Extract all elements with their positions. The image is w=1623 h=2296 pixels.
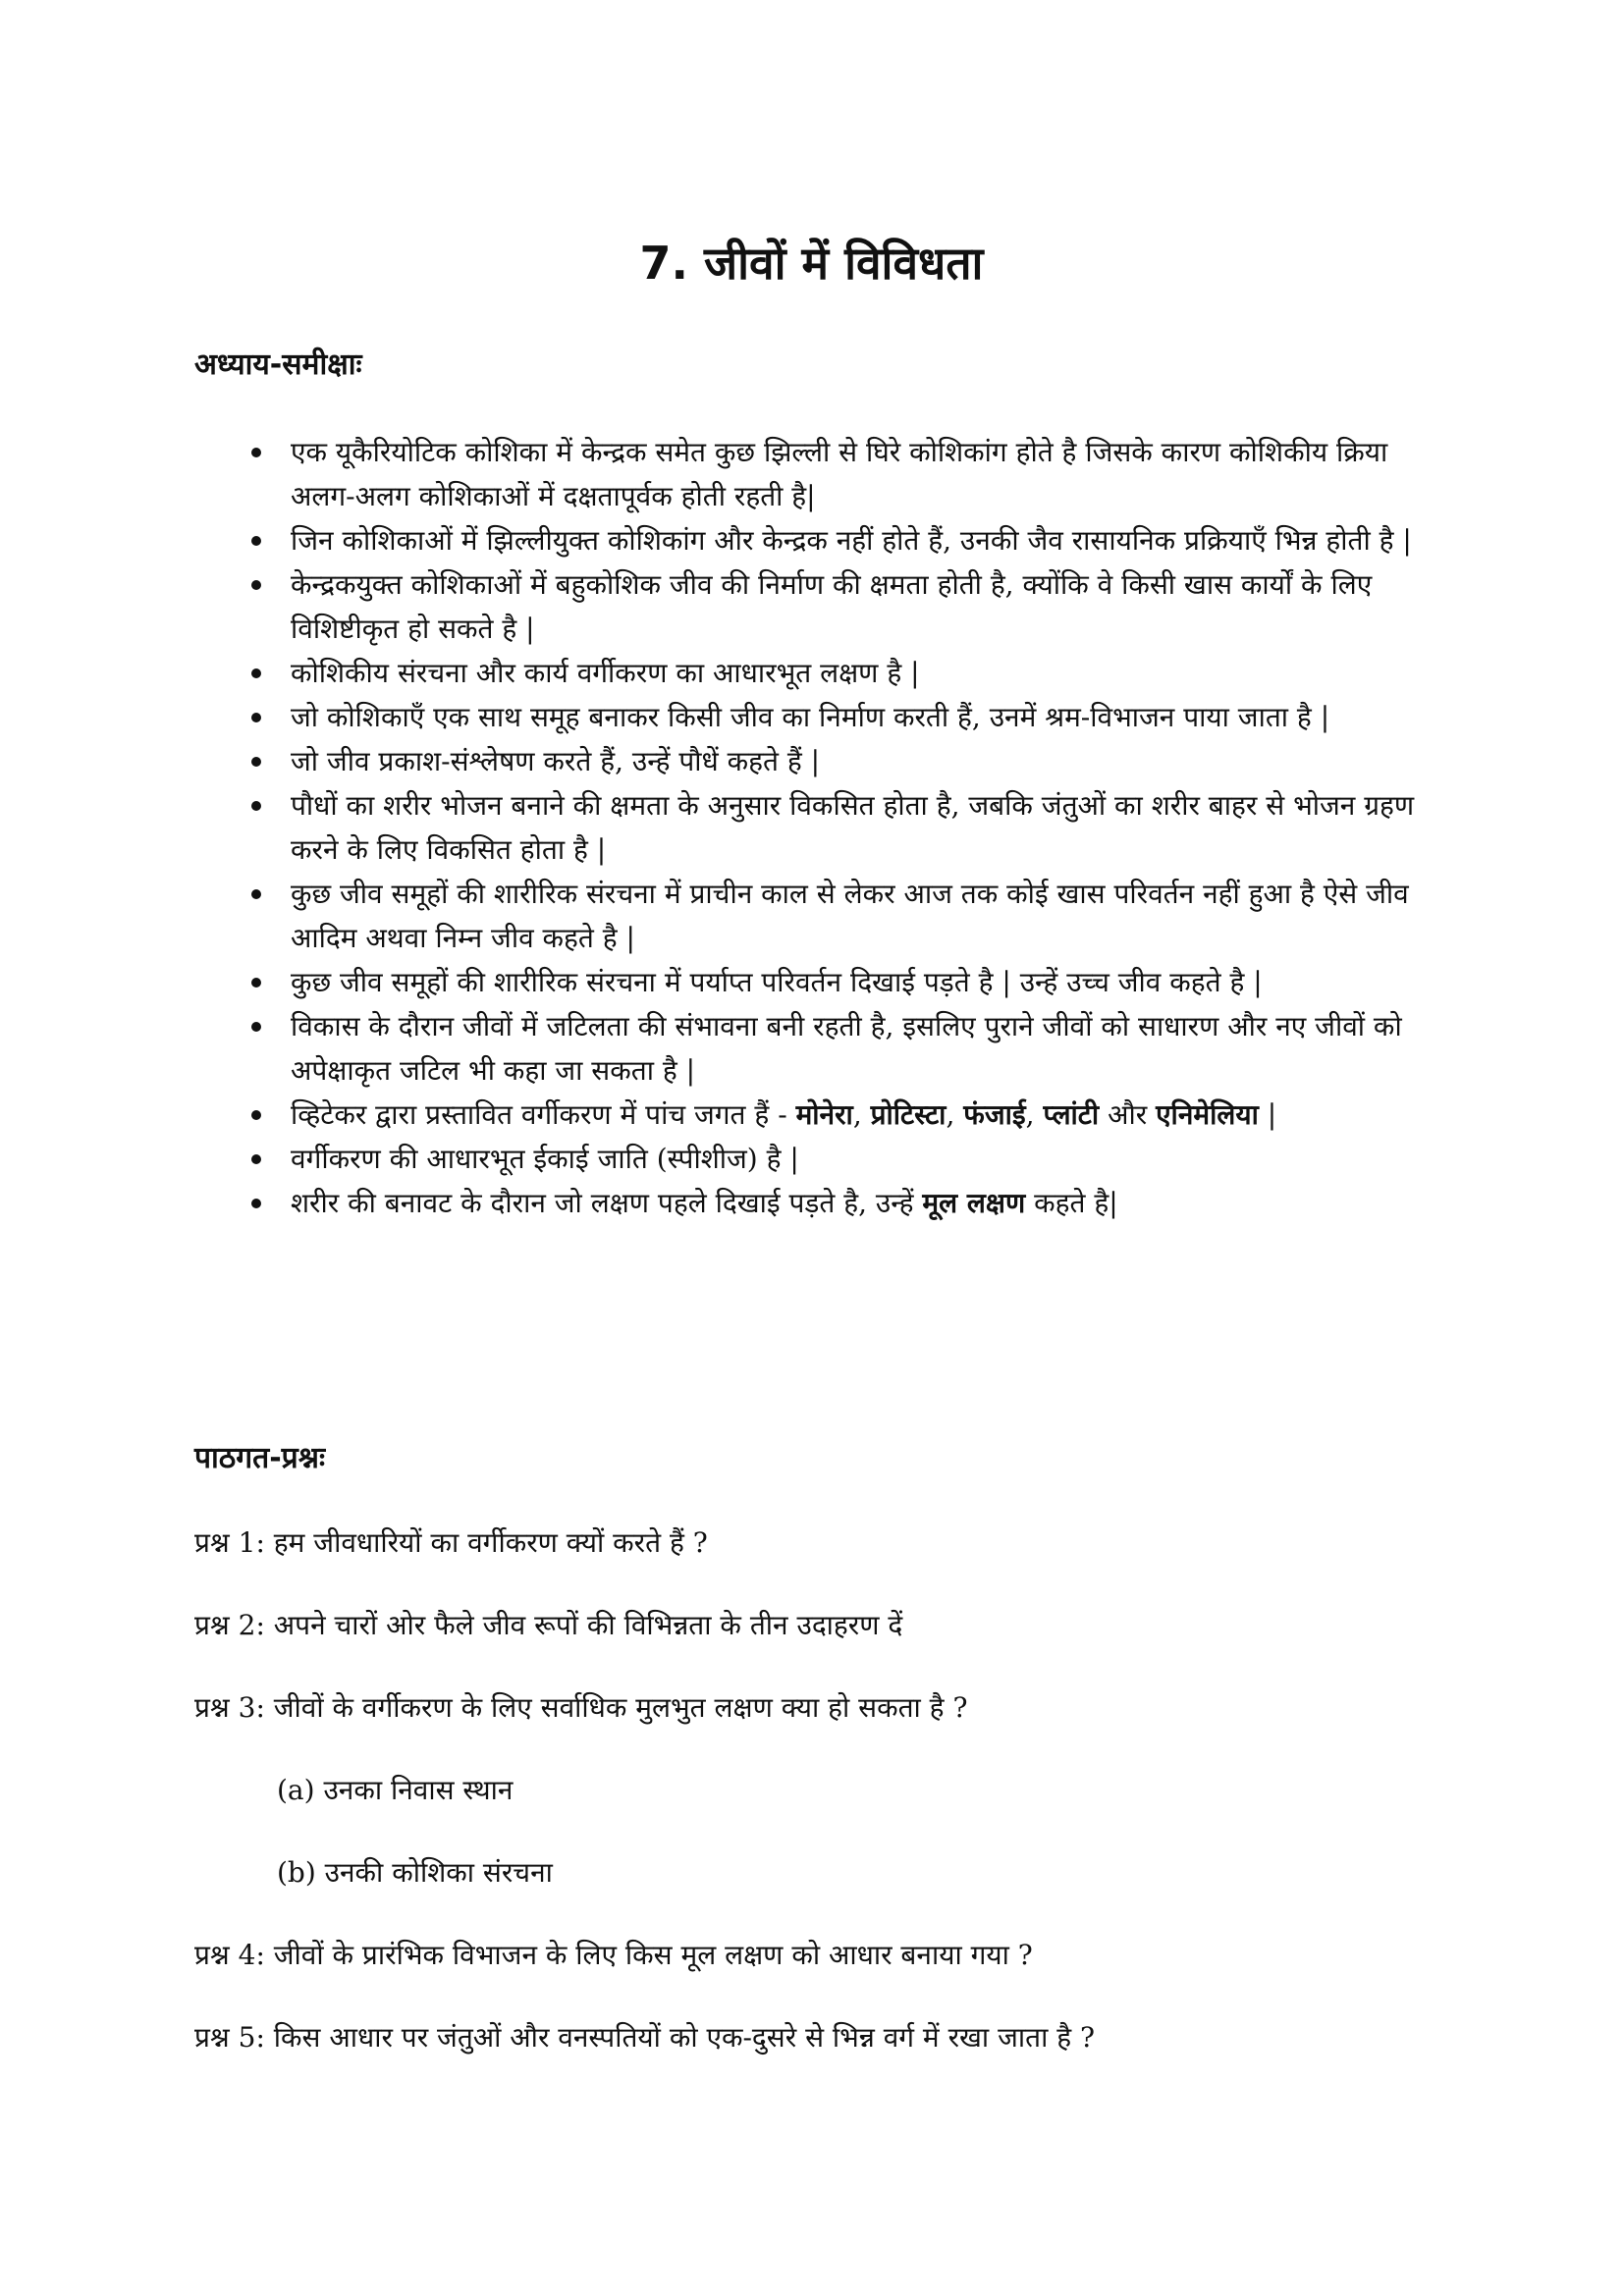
review-point-text: कोशिकीय संरचना और कार्य वर्गीकरण का आधारभूत लक्षण है | (291, 657, 920, 689)
question-2: प्रश्न 2: अपने चारों ओर फैले जीव रूपों की विभिन्नता के तीन उदाहरण दें (194, 1609, 903, 1641)
review-point-text: व्हिटेकर द्वारा प्रस्तावित वर्गीकरण में पांच जगत हैं - (291, 1098, 796, 1131)
review-point (291, 651, 1449, 695)
review-points-list (291, 430, 1449, 1225)
review-point-text: कुछ जीव समूहों की शारीरिक संरचना में प्राचीन काल से लेकर आज तक कोई खास परिवर्तन नहीं हुआ है ऐसे जीव आदिम अथवा निम्न जीव कहते है | (291, 878, 1409, 954)
review-point-text: जो जीव प्रकाश-संश्लेषण करते हैं, उन्हें पौधें कहते हैं | (291, 745, 821, 777)
review-heading: अध्याय-समीक्षाः (194, 347, 362, 382)
review-point-text: कहते है| (1025, 1187, 1118, 1219)
review-point-text: , (1025, 1098, 1044, 1131)
review-point-bold-term: एनिमेलिया (1156, 1098, 1259, 1131)
review-point-text: वर्गीकरण की आधारभूत ईकाई जाति (स्पीशीज) है | (291, 1143, 799, 1175)
bullet-dot-icon (251, 801, 261, 811)
questions-heading: पाठगत-प्रश्नः (194, 1441, 326, 1475)
review-point-bold-term: मूल लक्षण (922, 1187, 1026, 1219)
bullet-dot-icon (251, 1110, 261, 1120)
review-point (291, 695, 1449, 739)
bullet-dot-icon (251, 1154, 261, 1164)
review-point (291, 562, 1449, 651)
question-5: प्रश्न 5: किस आधार पर जंतुओं और वनस्पतियों को एक-दुसरे से भिन्न वर्ग में रखा जाता है ? (194, 2021, 1096, 2054)
review-point-text: , (946, 1098, 964, 1131)
review-point (291, 960, 1449, 1004)
review-point-text: , (852, 1098, 871, 1131)
chapter-title: 7. जीवों में विविधता (639, 237, 984, 290)
review-point-text: | (1258, 1098, 1277, 1131)
review-point (291, 739, 1449, 783)
question-3-option-b: (b) उनकी कोशिका संरचना (277, 1856, 553, 1889)
bullet-dot-icon (251, 448, 261, 457)
review-point-bold-term: फंजाई (963, 1098, 1026, 1131)
review-point (291, 430, 1449, 518)
bullet-dot-icon (251, 1022, 261, 1032)
review-point (291, 518, 1449, 562)
bullet-dot-icon (251, 1199, 261, 1208)
review-point-text: शरीर की बनावट के दौरान जो लक्षण पहले दिखाई पड़ते है, उन्हें (291, 1187, 923, 1219)
review-point (291, 1004, 1449, 1093)
review-point (291, 1093, 1449, 1137)
review-point-text: कुछ जीव समूहों की शारीरिक संरचना में पर्याप्त परिवर्तन दिखाई पड़ते है | उन्हें उच्च जीव कहते है | (291, 966, 1263, 998)
review-point-text: जिन कोशिकाओं में झिल्लीयुक्त कोशिकांग और केन्द्रक नहीं होते हैं, उनकी जैव रासायनिक प्रक्रियाएँ भिन्न होती है | (291, 524, 1412, 557)
review-point-text: और (1099, 1098, 1157, 1131)
bullet-dot-icon (251, 536, 261, 546)
question-3-option-a: (a) उनका निवास स्थान (277, 1774, 514, 1806)
review-point-text: पौधों का शरीर भोजन बनाने की क्षमता के अनुसार विकसित होता है, जबकि जंतुओं का शरीर बाहर से भोजन ग्रहण करने के लिए विकसित होता है | (291, 789, 1415, 866)
review-point-bold-term: मोनेरा (795, 1098, 853, 1131)
review-point-text: केन्द्रकयुक्त कोशिकाओं में बहुकोशिक जीव की निर्माण की क्षमता होती है, क्योंकि वे किसी खास कार्यों के लिए विशिष्टीकृत हो सकते है | (291, 568, 1373, 645)
bullet-dot-icon (251, 580, 261, 590)
review-point (291, 872, 1449, 960)
review-point (291, 1137, 1449, 1181)
bullet-dot-icon (251, 757, 261, 767)
review-point-text: विकास के दौरान जीवों में जटिलता की संभावना बनी रहती है, इसलिए पुराने जीवों को साधारण और नए जीवों को अपेक्षाकृत जटिल भी कहा जा सकता है | (291, 1010, 1402, 1087)
review-point-bold-term: प्रोटिस्टा (870, 1098, 947, 1131)
question-4: प्रश्न 4: जीवों के प्रारंभिक विभाजन के लिए किस मूल लक्षण को आधार बनाया गया ? (194, 1939, 1033, 1971)
question-3: प्रश्न 3: जीवों के वर्गीकरण के लिए सर्वाधिक मुलभुत लक्षण क्या हो सकता है ? (194, 1691, 968, 1724)
review-point-text: एक यूकैरियोटिक कोशिका में केन्द्रक समेत कुछ झिल्ली से घिरे कोशिकांग होते है जिसके कारण कोशिकीय क्रिया अलग-अलग कोशिकाओं में दक्षतापूर्वक होती रहती है| (291, 436, 1388, 512)
bullet-dot-icon (251, 668, 261, 678)
review-point-text: जो कोशिकाएँ एक साथ समूह बनाकर किसी जीव का निर्माण करती हैं, उनमें श्रम-विभाजन पाया जाता है | (291, 701, 1330, 733)
review-point (291, 783, 1449, 872)
bullet-dot-icon (251, 889, 261, 899)
review-point-bold-term: प्लांटी (1043, 1098, 1100, 1131)
question-1: प्रश्न 1: हम जीवधारियों का वर्गीकरण क्यों करते हैं ? (194, 1526, 708, 1559)
bullet-dot-icon (251, 713, 261, 722)
bullet-dot-icon (251, 978, 261, 988)
review-point (291, 1181, 1449, 1225)
